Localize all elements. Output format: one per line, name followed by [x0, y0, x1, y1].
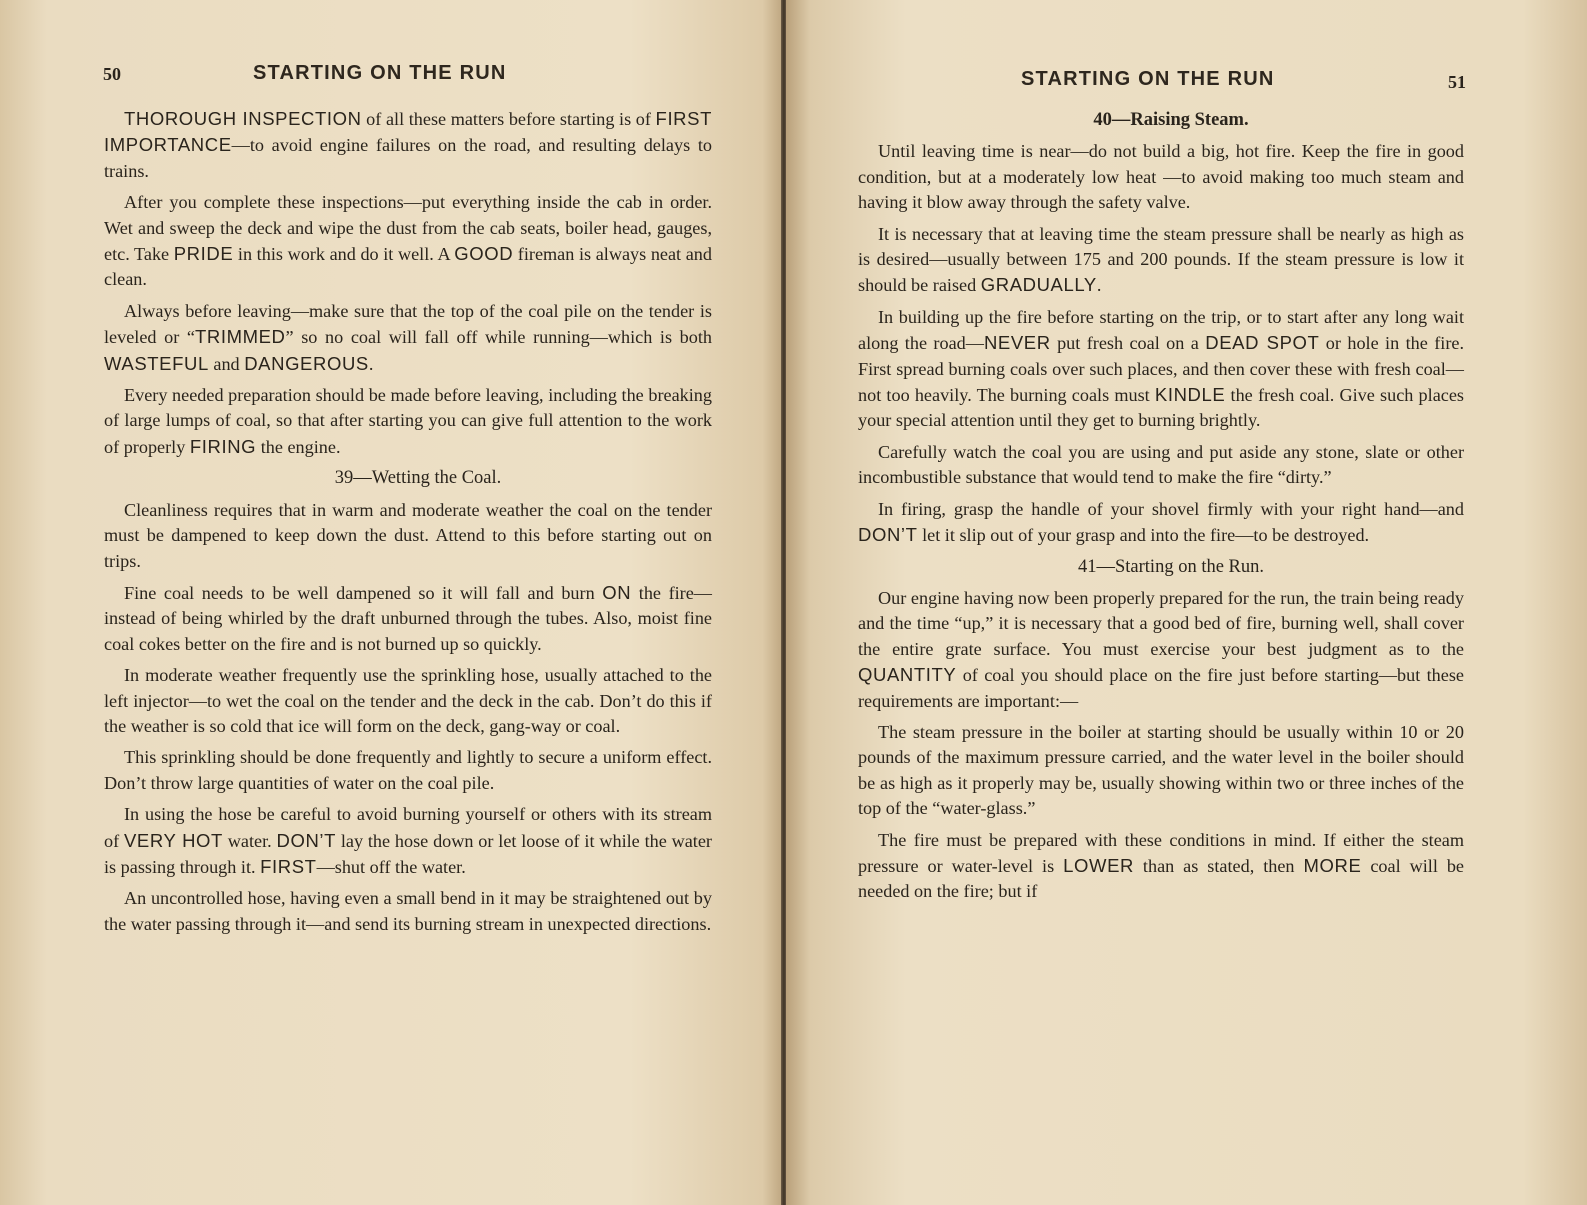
paragraph: In building up the fire before starting on the trip, or to start after any long wait along the road—NEVER put fresh coal on a DEAD SPOT or hole in the fire. First spread burning coals over such places, and then cover these with fresh coal—not too heavily. The burning coals must KINDLE the fresh coal. Give such places your special attention until they get to burning brightly.	[858, 306, 1465, 431]
paragraph: In moderate weather frequently use the sprinkling hose, usually attached to the left injector—to wet the coal on the tender and the deck in the cab. Don’t do this if the weather is so cold that ice will form on the deck, gang-way or coal.	[104, 665, 712, 736]
paragraph: This sprinkling should be done frequently and lightly to secure a uniform effect. Don’t throw large quantities of water on the coal pile.	[104, 747, 712, 793]
paragraph: The fire must be prepared with these conditions in mind. If either the steam pressure or water-level is LOWER than as stated, then MORE coal will be needed on the fire; but if	[858, 829, 1464, 902]
section-heading: 39—Wetting the Coal.	[334, 468, 502, 489]
section-heading: 40—Raising Steam.	[1093, 110, 1249, 130]
paragraph: Carefully watch the coal you are using and put aside any stone, slate or other incombustible substance that would tend to make the fire “dirty.”	[858, 441, 1464, 488]
page-number: 51	[1448, 72, 1466, 92]
right-page	[786, 0, 1587, 1205]
paragraph: Every needed preparation should be made before leaving, including the breaking of large lumps of coal, so that after starting you can give full attention to the work of properly FIRING the engine.	[104, 385, 712, 457]
running-head: STARTING ON THE RUN	[253, 62, 507, 84]
paragraph: Until leaving time is near—do not build a big, hot fire. Keep the fire in good condition, but at a moderately low heat —to avoid making too much steam and having it blow away through the safety valve.	[858, 141, 1464, 213]
running-head: STARTING ON THE RUN	[1021, 68, 1275, 90]
left-page-text	[104, 106, 712, 943]
page-number: 50	[103, 64, 121, 84]
section-heading: 41—Starting on the Run.	[1077, 556, 1265, 577]
paragraph: Fine coal needs to be well dampened so it will fall and burn ON the fire—instead of being whirled by the draft unburned through the tubes. Also, moist fine coal cokes better on the fire and is not burned up so quickly.	[104, 581, 712, 654]
paragraph: It is necessary that at leaving time the steam pressure shall be nearly as high as is desired—usually between 175 and 200 pounds. If the steam pressure is low it should be raised GRADUALLY.	[858, 223, 1464, 296]
paragraph: Cleanliness requires that in warm and moderate weather the coal on the tender must be dampened to keep down the dust. Attend to this before starting out on trips.	[104, 499, 712, 571]
right-page-text	[858, 108, 1464, 911]
paragraph: In using the hose be careful to avoid burning yourself or others with its stream of VERY HOT water. DON’T lay the hose down or let loose of it while the water is passing through it. FIRST—shut off the water.	[104, 804, 712, 877]
paragraph: The steam pressure in the boiler at starting should be usually within 10 or 20 pounds of the maximum pressure carried, and the water level in the boiler should be as high as it properly may be, usually showing within two or three inches of the top of the “water-glass.”	[858, 721, 1464, 819]
paragraph: An uncontrolled hose, having even a small bend in it may be straightened out by the water passing through it—and send its burning stream in unexpected directions.	[104, 888, 712, 934]
left-page	[0, 0, 786, 1205]
paragraph: THOROUGH INSPECTION of all these matters before starting is of FIRST IMPORTANCE—to avoid engine failures on the road, and resulting delays to trains.	[104, 108, 712, 181]
paragraph: Our engine having now been properly prepared for the run, the train being ready and the time “up,” it is necessary that a good bed of fire, burning well, shall cover the entire grate surface. You must exercise your best judgment as to the QUANTITY of coal you should place on the fire just before starting—but these requirements are important:—	[858, 587, 1464, 711]
paragraph: In firing, grasp the handle of your shovel firmly with your right hand—and DON’T let it slip out of your grasp and into the fire—to be destroyed.	[858, 498, 1464, 546]
paragraph: After you complete these inspections—put everything inside the cab in order. Wet and sweep the deck and wipe the dust from the cab seats, boiler head, gauges, etc. Take PRIDE in this work and do it well. A GOOD fireman is always neat and clean.	[104, 192, 712, 290]
paragraph: Always before leaving—make sure that the top of the coal pile on the tender is leveled or “TRIMMED” so no coal will fall off while running—which is both WASTEFUL and DANGEROUS.	[104, 300, 713, 374]
